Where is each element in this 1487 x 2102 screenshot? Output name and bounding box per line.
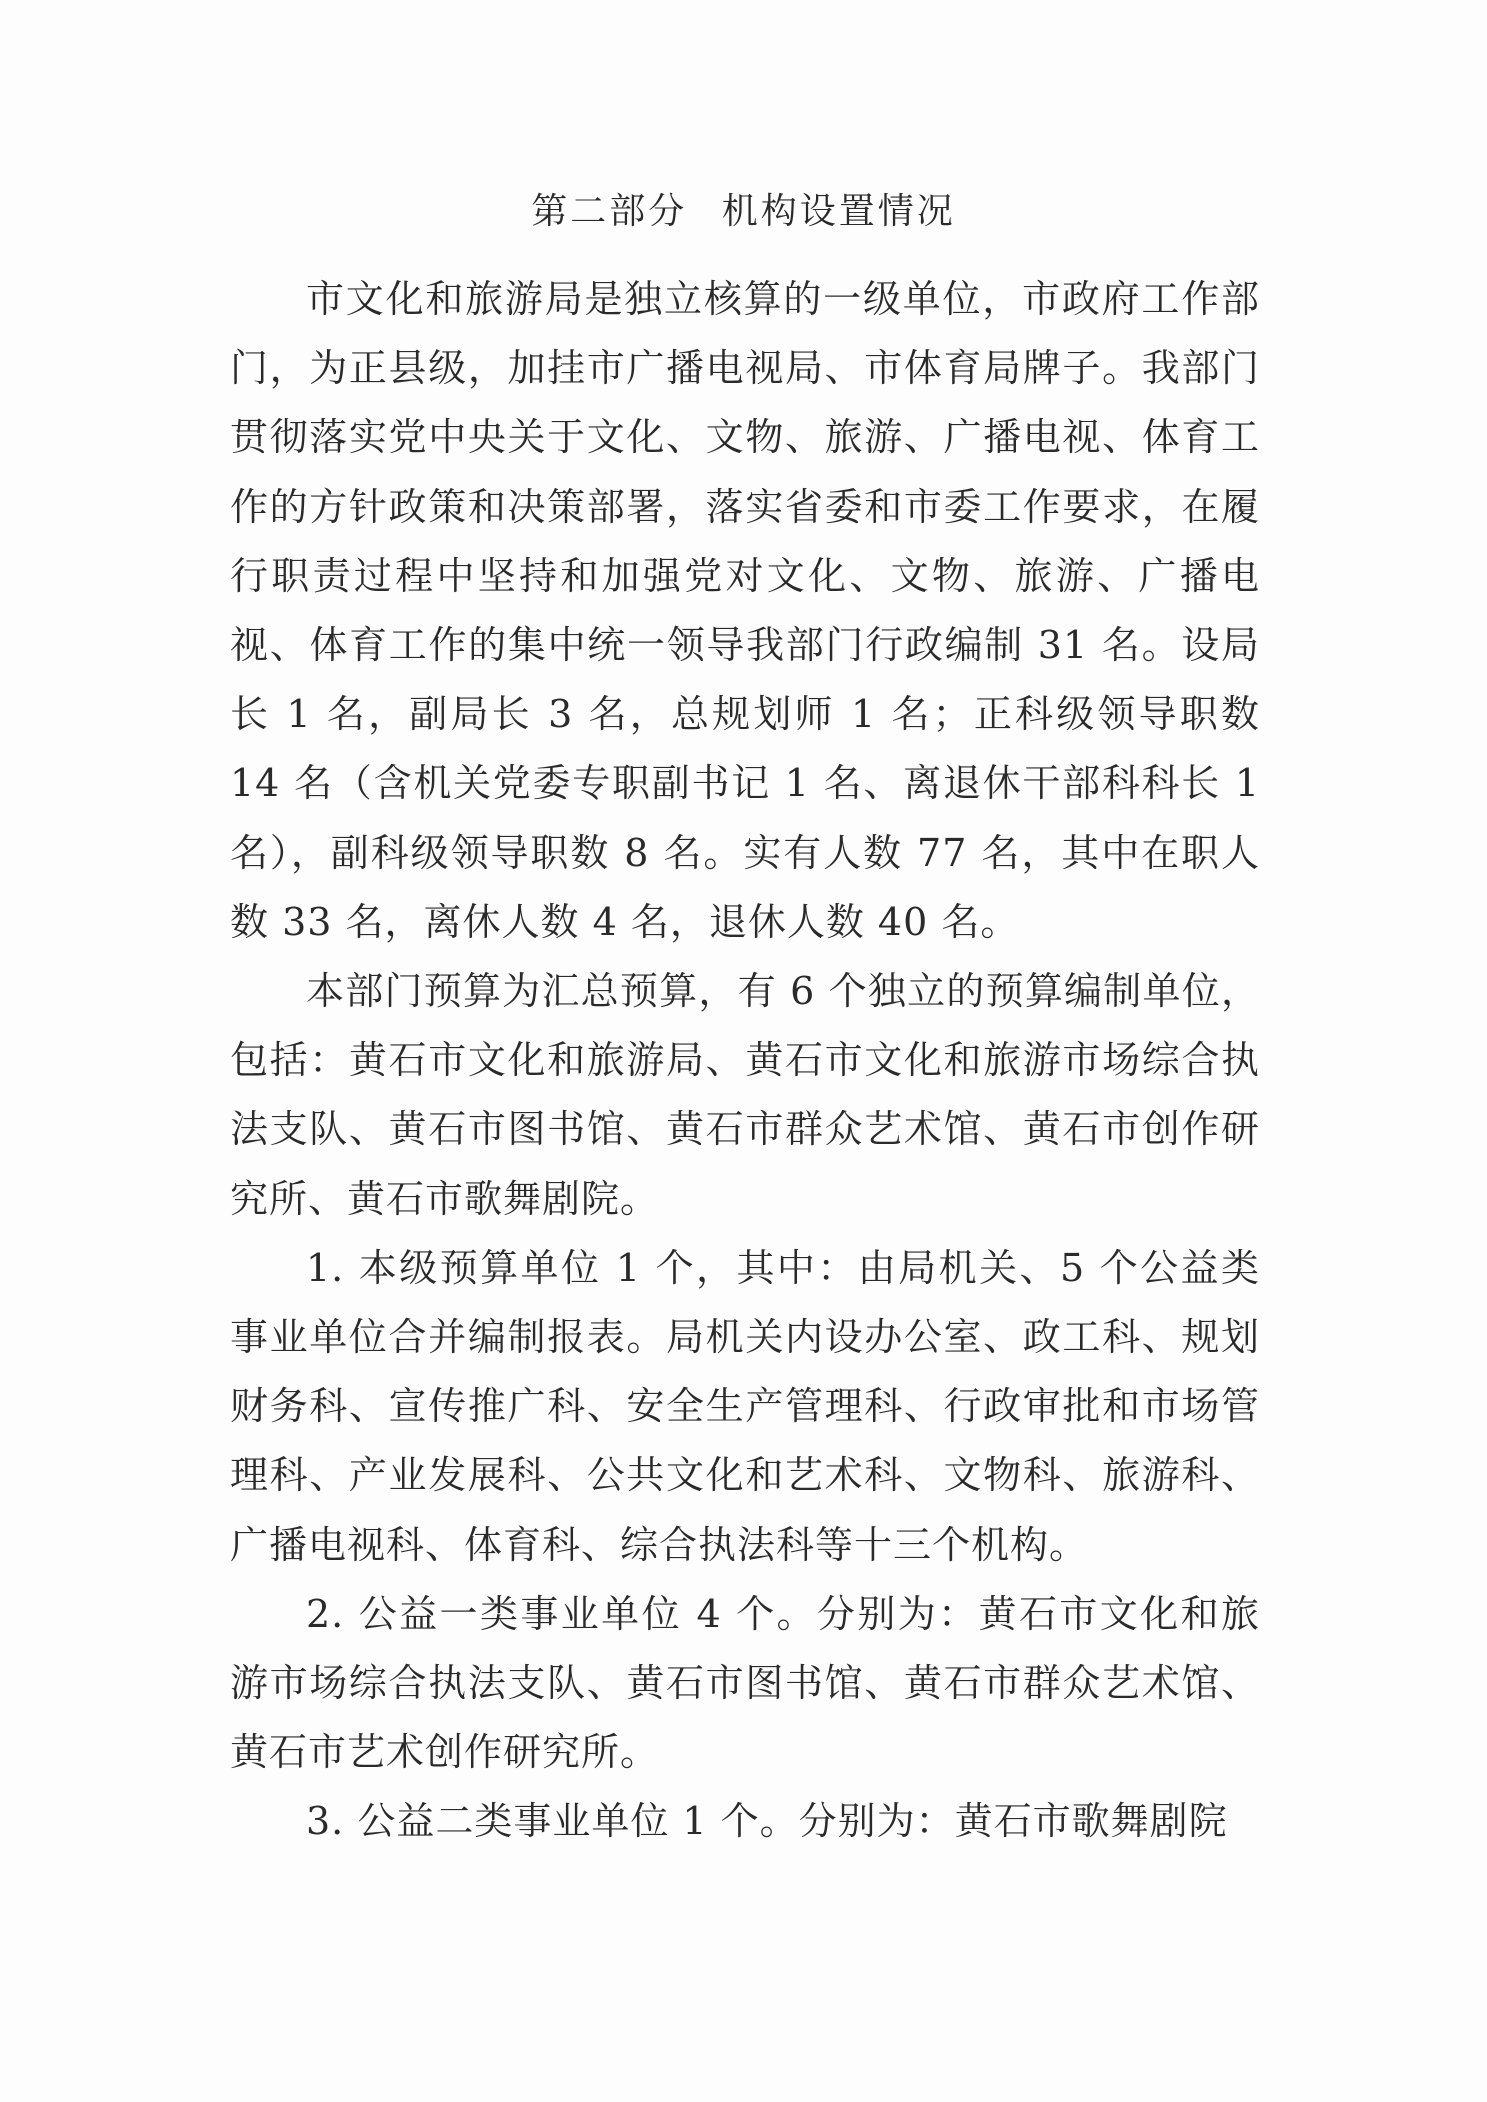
paragraph-overview: 市文化和旅游局是独立核算的一级单位，市政府工作部门，为正县级，加挂市广播电视局、市体育局牌子。我部门贯彻落实党中央关于文化、文物、旅游、广播电视、体育工作的方针政策和决策部署，落实省委和市委工作要求，在履行职责过程中坚持和加强党对文化、文物、旅游、广播电视、体育工作的集中统一领导我部门行政编制 31 名。设局长 1 名，副局长 3 名，总规划师 1 名；正科级领导职数 14 名（含机关党委专职副书记 1 名、离退休干部科科长 1 名），副科级领导职数 8 名。实有人数 77 名，其中在职人数 33 名，离休人数 4 名，退休人数 40 名。	[230, 277, 1260, 944]
paragraph-budget-units: 本部门预算为汇总预算，有 6 个独立的预算编制单位，包括：黄石市文化和旅游局、黄石市文化和旅游市场综合执法支队、黄石市图书馆、黄石市群众艺术馆、黄石市创作研究所、黄石市歌舞剧院。	[230, 969, 1260, 1221]
document-title: 第二部分 机构设置情况	[531, 191, 956, 232]
paragraph-item-1: 1. 本级预算单位 1 个，其中：由局机关、5 个公益类事业单位合并编制报表。局机关内设办公室、政工科、规划财务科、宣传推广科、安全生产管理科、行政审批和市场管理科、产业发展科、公共文化和艺术科、文物科、旅游科、广播电视科、体育科、综合执法科等十三个机构。	[230, 1245, 1260, 1567]
document-body	[230, 265, 1260, 1857]
paragraph-item-3: 3. 公益二类事业单位 1 个。分别为：黄石市歌舞剧院	[306, 1799, 1228, 1844]
paragraph-item-2: 2. 公益一类事业单位 4 个。分别为：黄石市文化和旅游市场综合执法支队、黄石市图书馆、黄石市群众艺术馆、黄石市艺术创作研究所。	[230, 1591, 1260, 1775]
